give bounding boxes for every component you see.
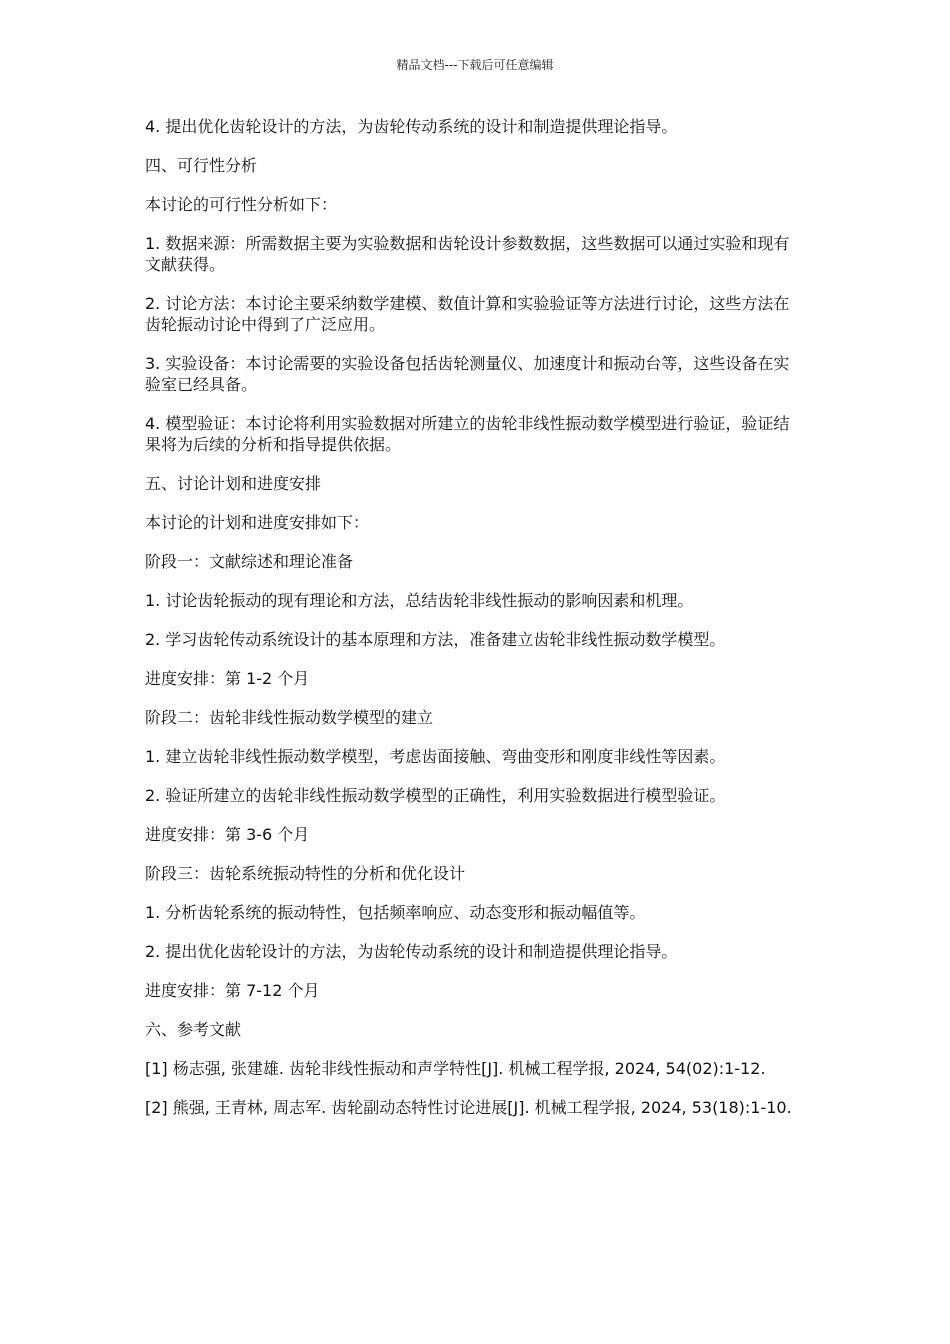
stage-3-item-1: 1. 分析齿轮系统的振动特性，包括频率响应、动态变形和振动幅值等。 — [145, 903, 646, 922]
stage-3-heading: 阶段三：齿轮系统振动特性的分析和优化设计 — [145, 864, 466, 883]
plan-intro: 本讨论的计划和进度安排如下： — [145, 513, 370, 532]
objective-item-4: 4. 提出优化齿轮设计的方法，为齿轮传动系统的设计和制造提供理论指导。 — [145, 117, 678, 136]
section-heading-plan: 五、讨论计划和进度安排 — [145, 474, 322, 493]
feasibility-item-methods: 2. 讨论方法：本讨论主要采纳数学建模、数值计算和实验验证等方法进行讨论，这些方法在齿轮振动讨论中得到了广泛应用。 — [145, 294, 790, 334]
reference-2: [2] 熊强, 王青林, 周志军. 齿轮副动态特性讨论进展[J]. 机械工程学报, 2024, 53(18):1-10. — [145, 1098, 792, 1117]
document-body — [145, 116, 805, 1136]
stage-2-item-2: 2. 验证所建立的齿轮非线性振动数学模型的正确性，利用实验数据进行模型验证。 — [145, 786, 726, 805]
page-header: 精品文档---下载后可任意编辑 — [396, 58, 554, 72]
stage-1-heading: 阶段一：文献综述和理论准备 — [145, 552, 354, 571]
section-heading-feasibility: 四、可行性分析 — [145, 156, 258, 175]
stage-2-schedule: 进度安排：第 3-6 个月 — [145, 825, 310, 844]
reference-1: [1] 杨志强, 张建雄. 齿轮非线性振动和声学特性[J]. 机械工程学报, 2024, 54(02):1-12. — [145, 1059, 766, 1078]
stage-3-schedule: 进度安排：第 7-12 个月 — [145, 981, 320, 1000]
stage-1-item-2: 2. 学习齿轮传动系统设计的基本原理和方法，准备建立齿轮非线性振动数学模型。 — [145, 630, 726, 649]
stage-2-heading: 阶段二：齿轮非线性振动数学模型的建立 — [145, 708, 434, 727]
section-heading-references: 六、参考文献 — [145, 1020, 242, 1039]
feasibility-item-data-source: 1. 数据来源：所需数据主要为实验数据和齿轮设计参数数据，这些数据可以通过实验和现有文献获得。 — [145, 234, 790, 274]
feasibility-intro: 本讨论的可行性分析如下： — [145, 195, 338, 214]
stage-1-schedule: 进度安排：第 1-2 个月 — [145, 669, 310, 688]
feasibility-item-equipment: 3. 实验设备：本讨论需要的实验设备包括齿轮测量仪、加速度计和振动台等，这些设备在实验室已经具备。 — [145, 354, 790, 394]
stage-3-item-2: 2. 提出优化齿轮设计的方法，为齿轮传动系统的设计和制造提供理论指导。 — [145, 942, 678, 961]
stage-1-item-1: 1. 讨论齿轮振动的现有理论和方法，总结齿轮非线性振动的影响因素和机理。 — [145, 591, 694, 610]
stage-2-item-1: 1. 建立齿轮非线性振动数学模型，考虑齿面接触、弯曲变形和刚度非线性等因素。 — [145, 747, 726, 766]
feasibility-item-validation: 4. 模型验证：本讨论将利用实验数据对所建立的齿轮非线性振动数学模型进行验证，验证结果将为后续的分析和指导提供依据。 — [145, 414, 790, 454]
